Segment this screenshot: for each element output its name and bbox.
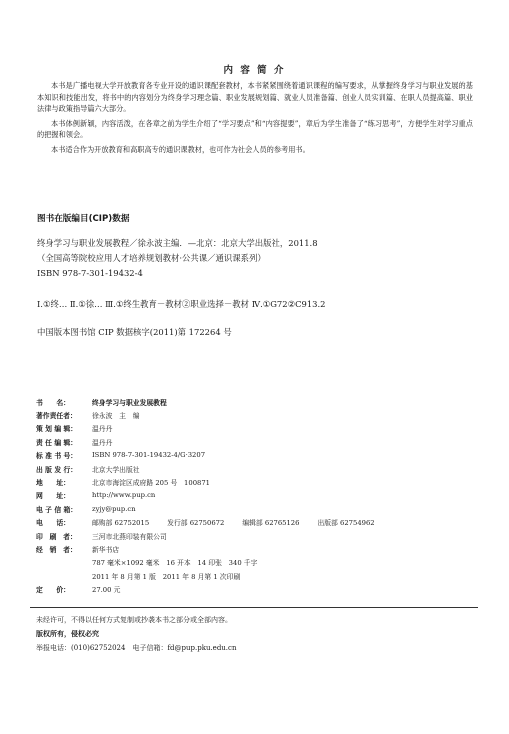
rights-reserved: 版权所有，侵权必究 (36, 630, 99, 638)
summary-paragraph: 本书适合作为开放教育和高职高专的通识课教材，也可作为社会人员的参考用书。 (51, 144, 310, 154)
info-row (36, 502, 476, 515)
cip-line: 终身学习与职业发展教程／徐永波主编．—北京：北京大学出版社，2011.8 (37, 238, 318, 248)
info-value: 27.00 元 (92, 586, 121, 595)
info-value: 新华书店 (92, 545, 120, 554)
info-value: zyjy@pup.cn (92, 504, 136, 513)
info-value: 三河市北燕印装有限公司 (92, 532, 167, 541)
info-label: 经 销 者： (36, 545, 77, 554)
info-row (36, 529, 476, 542)
info-value: 北京市海淀区成府路 205 号 100871 (92, 479, 211, 488)
info-row (36, 569, 476, 582)
info-value (92, 516, 476, 529)
info-row (36, 556, 476, 569)
info-row (36, 435, 476, 448)
info-row (36, 462, 476, 475)
cip-heading: 图书在版编目(CIP)数据 (37, 214, 130, 224)
info-value: 温丹丹 (92, 425, 113, 434)
info-value: 2011 年 8 月第 1 版 2011 年 8 月第 1 次印刷 (92, 572, 241, 581)
phone-entry: 邮购部 62752015 (92, 519, 150, 528)
info-value: 终身学习与职业发展教程 (92, 398, 167, 407)
phone-entry: 出版部 62754962 (317, 519, 375, 528)
report-contact: 举报电话：(010)62752024 电子信箱：fd@pup.pku.edu.cn (36, 644, 237, 652)
summary-paragraph: 本书是广播电视大学开放教育各专业开设的通识课配套教材，本书紧紧围绕着通识课程的编写要求，从掌握终身学习与职业发展的基本知识和技能出发，将书中的内容划分为终身学习理念篇、职业发展规划篇、就业人员准备篇、创业人员实训篇、在职人员提高篇、职业法律与政策指导篇六大部分。 (37, 81, 473, 114)
copyright-footer (36, 613, 476, 655)
cip-line: （全国高等院校应用人才培养规划教材·公共课／通识课系列） (37, 253, 266, 263)
info-value: 北京大学出版社 (92, 465, 140, 474)
copyright-notice: 未经许可，不得以任何方式复制或抄袭本书之部分或全部内容。 (36, 616, 232, 624)
info-label: 电 子 信 箱： (36, 505, 78, 514)
info-value: 787 毫米×1092 毫米 16 开本 14 印张 340 千字 (92, 559, 258, 568)
summary-paragraph: 本书体例新颖，内容活泼，在各章之前为学生介绍了“学习要点”和“内容提要”，章后为学生准备了“练习思考”，方便学生对学习重点的把握和领会。 (37, 118, 473, 140)
cip-verify-number: 中国版本图书馆 CIP 数据核字(2011)第 172264 号 (37, 327, 232, 337)
info-label: 策 划 编 辑： (36, 425, 78, 434)
info-row (36, 449, 476, 462)
info-value: http://www.pup.cn (92, 491, 156, 500)
info-row (36, 489, 476, 502)
info-label: 著作责任者： (36, 412, 77, 421)
cip-line: ISBN 978-7-301-19432-4 (37, 268, 143, 278)
info-value: ISBN 978-7-301-19432-4/G·3207 (92, 451, 206, 460)
info-label: 电 话： (36, 519, 70, 528)
info-label: 标 准 书 号： (36, 452, 78, 461)
info-row (36, 422, 476, 435)
info-label (36, 556, 92, 569)
publication-info-table (36, 395, 476, 596)
info-label: 定 价： (36, 586, 70, 595)
info-label: 地 址： (36, 479, 70, 488)
info-label: 出 版 发 行： (36, 465, 78, 474)
summary-body (37, 80, 473, 159)
cip-record (37, 236, 477, 281)
summary-title: 内 容 简 介 (223, 65, 286, 76)
info-label (36, 569, 92, 582)
info-row (36, 475, 476, 488)
info-label: 责 任 编 辑： (36, 438, 78, 447)
phone-entry: 发行部 62750672 (167, 519, 225, 528)
info-row (36, 408, 476, 421)
info-row (36, 516, 476, 529)
info-label: 书 名： (36, 398, 70, 407)
info-label: 网 址： (36, 492, 70, 501)
info-row (36, 395, 476, 408)
info-row (36, 542, 476, 555)
info-value: 温丹丹 (92, 438, 113, 447)
info-value: 徐永波 主 编 (92, 412, 140, 421)
info-label: 印 刷 者： (36, 532, 77, 541)
info-row (36, 582, 476, 595)
cip-classification: Ⅰ.①终… Ⅱ.①徐… Ⅲ.①终生教育－教材②职业选择－教材 Ⅳ.①G72②C913.2 (37, 299, 326, 309)
phone-entry: 编辑部 62765126 (242, 519, 300, 528)
divider (30, 607, 478, 608)
